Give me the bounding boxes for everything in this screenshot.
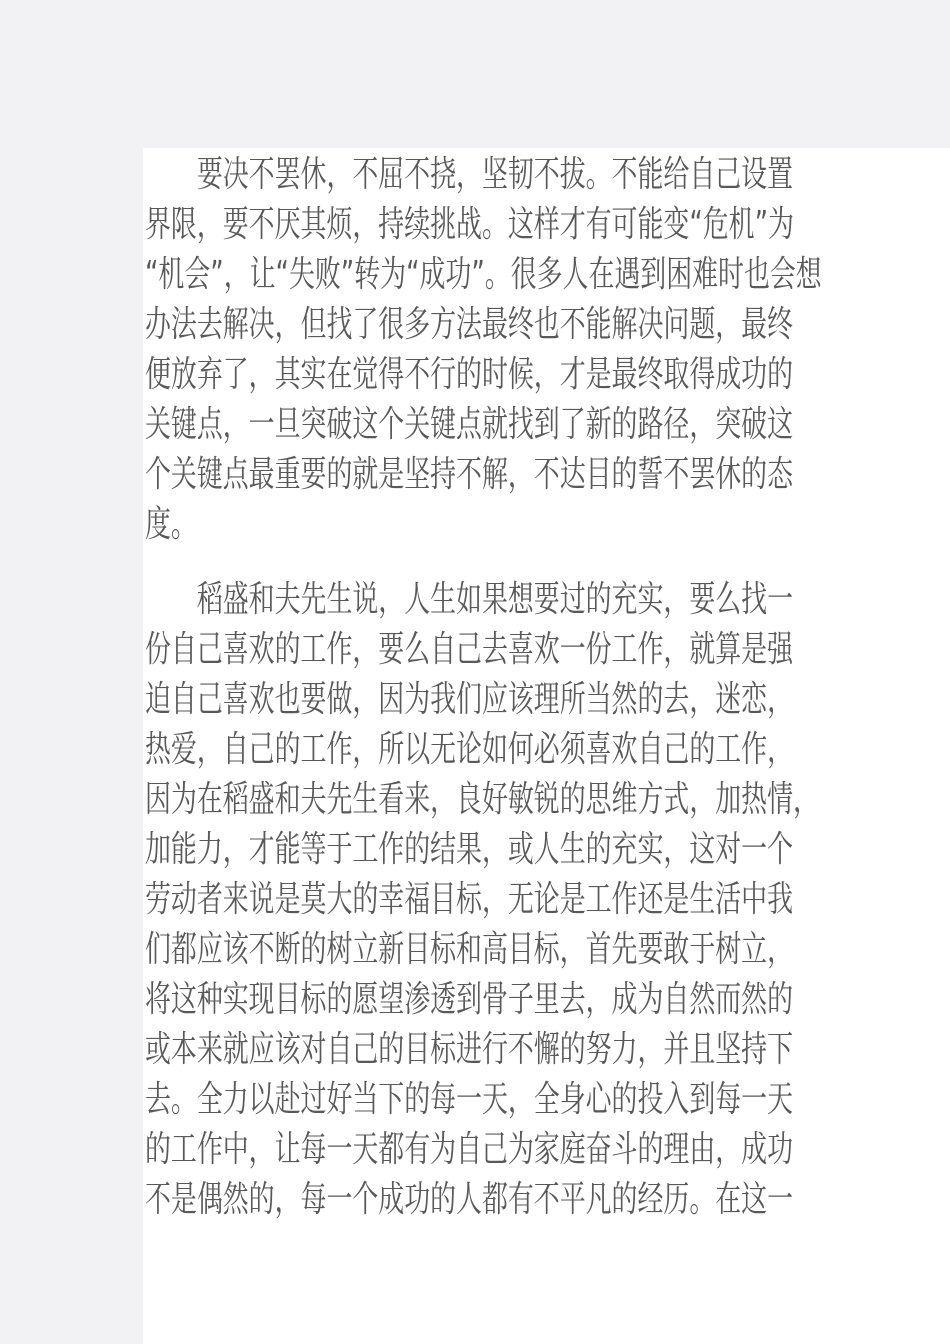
text-line: 不是偶然的，每一个成功的人都有不平凡的经历。在这一	[145, 1179, 794, 1220]
text-line: 迫自己喜欢也要做，因为我们应该理所当然的去，迷恋，	[145, 679, 794, 720]
text-line: 办法去解决，但找了很多方法最终也不能解决问题，最终	[145, 304, 794, 345]
text-line: 热爱，自己的工作，所以无论如何必须喜欢自己的工作，	[145, 729, 794, 770]
text-line: 去。全力以赴过好当下的每一天，全身心的投入到每一天	[145, 1079, 794, 1120]
text-line: 要决不罢休，不屈不挠，坚韧不拔。不能给自己设置	[145, 154, 794, 195]
text-line: 稻盛和夫先生说，人生如果想要过的充实，要么找一	[145, 579, 794, 620]
text-line: 份自己喜欢的工作，要么自己去喜欢一份工作，就算是强	[145, 629, 794, 670]
text-line: 的工作中，让每一天都有为自己为家庭奋斗的理由，成功	[145, 1129, 794, 1170]
text-line: 将这种实现目标的愿望渗透到骨子里去，成为自然而然的	[145, 979, 794, 1020]
text-line: 或本来就应该对自己的目标进行不懈的努力，并且坚持下	[145, 1029, 794, 1070]
text-line: 便放弃了，其实在觉得不行的时候，才是最终取得成功的	[145, 354, 794, 395]
text-line: 加能力，才能等于工作的结果，或人生的充实，这对一个	[145, 829, 794, 870]
document-text	[145, 150, 822, 1250]
paragraph	[145, 150, 822, 550]
text-line: 因为在稻盛和夫先生看来，良好敏锐的思维方式，加热情，	[145, 779, 819, 820]
text-line: 关键点，一旦突破这个关键点就找到了新的路径，突破这	[145, 404, 794, 445]
text-line: 界限，要不厌其烦，持续挑战。这样才有可能变“危机”为	[145, 204, 794, 245]
paragraph	[145, 575, 819, 1225]
text-line: 们都应该不断的树立新目标和高目标，首先要敢于树立，	[145, 929, 794, 970]
text-line: 个关键点最重要的就是坚持不解，不达目的誓不罢休的态	[145, 454, 794, 495]
text-line: “机会”，让“失败”转为“成功”。很多人在遇到困难时也会想	[145, 254, 822, 295]
text-line: 劳动者来说是莫大的幸福目标，无论是工作还是生活中我	[145, 879, 794, 920]
text-line: 度。	[145, 504, 197, 545]
